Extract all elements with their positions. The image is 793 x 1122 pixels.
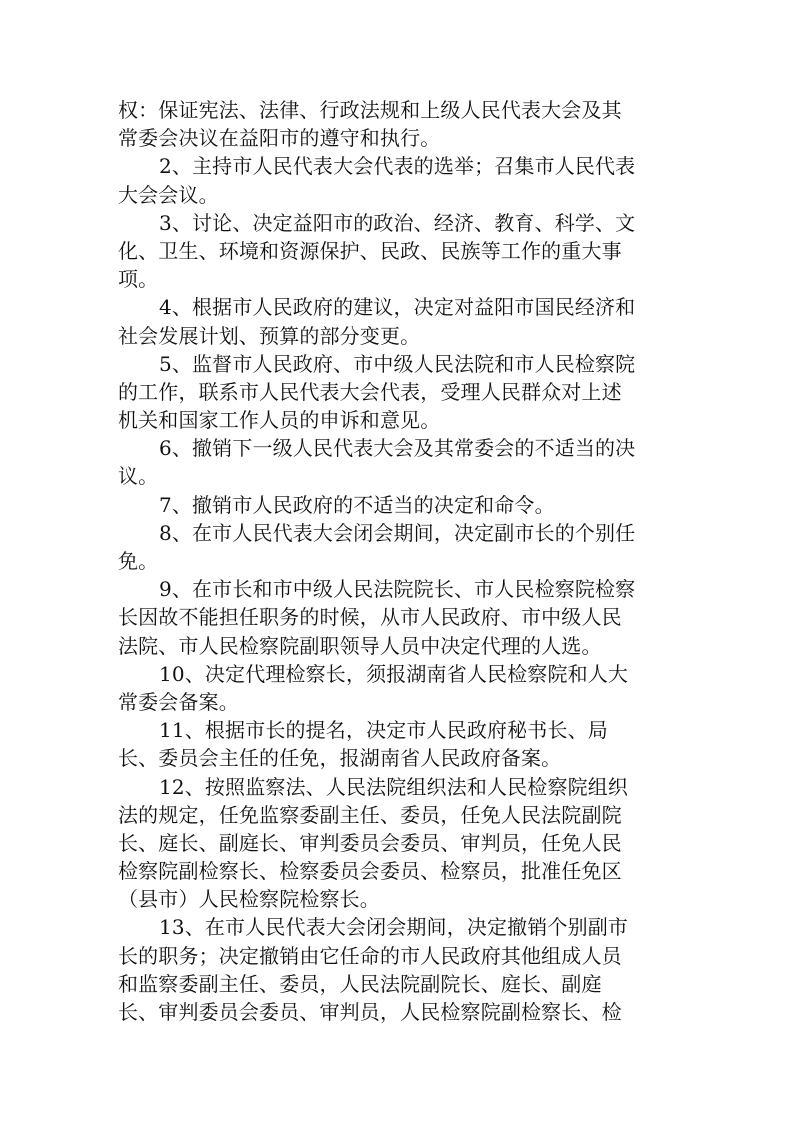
text-line: 检察院副检察长、检察委员会委员、检察员，批准任免区 bbox=[118, 859, 622, 884]
paragraph bbox=[118, 491, 676, 519]
text-line: 项。 bbox=[118, 267, 159, 292]
paragraph bbox=[118, 716, 676, 772]
text-line: 10、决定代理检察长，须报湖南省人民检察院和人大 bbox=[159, 661, 629, 686]
text-line: 大会会议。 bbox=[118, 182, 219, 207]
text-line: 长的职务；决定撤销由它任命的市人民政府其他组成人员 bbox=[118, 943, 622, 968]
paragraph bbox=[118, 293, 676, 349]
text-line: 免。 bbox=[118, 549, 159, 573]
paragraph bbox=[118, 350, 676, 435]
paragraph bbox=[118, 660, 676, 716]
text-line: 2、主持市人民代表大会代表的选举；召集市人民代表 bbox=[159, 154, 636, 179]
text-line: 和监察委副主任、委员，人民法院副院长、庭长、副庭 bbox=[118, 971, 602, 996]
paragraph bbox=[118, 152, 676, 208]
text-line: 法的规定，任免监察委副主任、委员，任免人民法院副院 bbox=[118, 802, 622, 827]
text-line: （县市）人民检察院检察长。 bbox=[118, 887, 380, 912]
paragraph bbox=[118, 96, 676, 152]
text-line: 9、在市长和市中级人民法院院长、市人民检察院检察 bbox=[159, 577, 636, 602]
text-line: 长、委员会主任的任免，报湖南省人民政府备案。 bbox=[118, 746, 562, 771]
paragraph bbox=[118, 575, 676, 660]
text-line: 11、根据市长的提名，决定市人民政府秘书长、局 bbox=[159, 718, 608, 743]
text-line: 的工作，联系市人民代表大会代表，受理人民群众对上述 bbox=[118, 379, 622, 404]
text-line: 法院、市人民检察院副职领导人员中决定代理的人选。 bbox=[118, 633, 602, 658]
text-line: 4、根据市人民政府的建议，决定对益阳市国民经济和 bbox=[159, 295, 636, 320]
text-line: 5、监督市人民政府、市中级人民法院和市人民检察院 bbox=[159, 351, 636, 376]
text-line: 长因故不能担任职务的时候，从市人民政府、市中级人民 bbox=[118, 605, 622, 630]
text-line: 常委会决议在益阳市的遵守和执行。 bbox=[118, 126, 441, 151]
document-page bbox=[118, 96, 676, 1026]
text-line: 社会发展计划、预算的部分变更。 bbox=[118, 323, 421, 348]
text-line: 长、庭长、副庭长、审判委员会委员、审判员，任免人民 bbox=[118, 830, 622, 855]
text-line: 12、按照监察法、人民法院组织法和人民检察院组织 bbox=[159, 774, 629, 799]
paragraph bbox=[118, 913, 676, 1026]
text-line: 机关和国家工作人员的申诉和意见。 bbox=[118, 408, 441, 433]
text-line: 7、撤销市人民政府的不适当的决定和命令。 bbox=[159, 492, 555, 517]
text-line: 6、撤销下一级人民代表大会及其常委会的不适当的决 bbox=[159, 436, 636, 461]
paragraph bbox=[118, 519, 676, 575]
text-line: 常委会备案。 bbox=[118, 689, 239, 714]
paragraph bbox=[118, 773, 676, 914]
paragraph bbox=[118, 209, 676, 294]
text-line: 3、讨论、决定益阳市的政治、经济、教育、科学、文 bbox=[159, 210, 636, 235]
text-line: 权：保证宪法、法律、行政法规和上级人民代表大会及其 bbox=[118, 98, 622, 122]
text-line: 13、在市人民代表大会闭会期间，决定撤销个别副市 bbox=[159, 915, 629, 940]
paragraph bbox=[118, 434, 676, 490]
text-line: 化、卫生、环境和资源保护、民政、民族等工作的重大事 bbox=[118, 238, 622, 263]
text-line: 8、在市人民代表大会闭会期间，决定副市长的个别任 bbox=[159, 520, 636, 545]
text-line: 长、审判委员会委员、审判员，人民检察院副检察长、检 bbox=[118, 1000, 622, 1024]
text-line: 议。 bbox=[118, 464, 159, 489]
